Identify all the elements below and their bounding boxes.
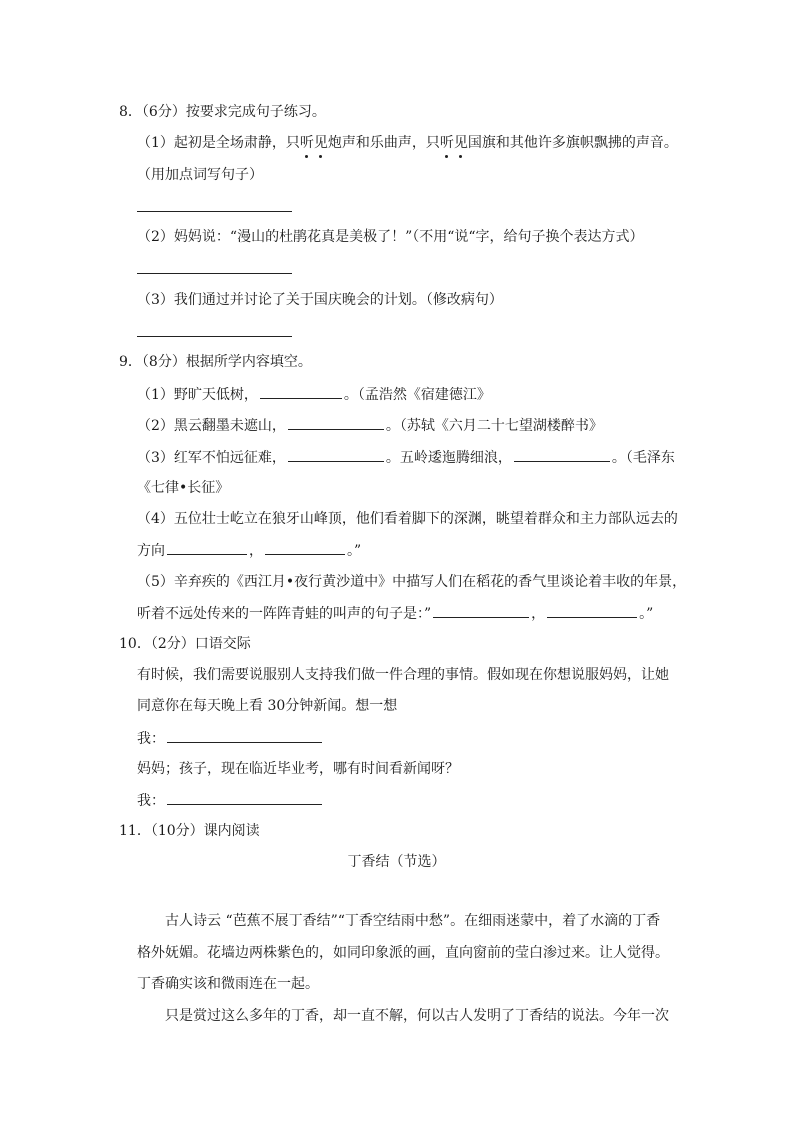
dotted-char: 听 — [299, 135, 314, 151]
q10-prompt-2: 同意你在每天晚上看 30分钟新闻。想一想 — [137, 698, 398, 714]
q8-s1-text-a: （1）起初是全场肃静，只 — [137, 135, 300, 151]
q10-me-2 — [137, 790, 324, 811]
q11-passage-title: 丁香结（节选） — [347, 854, 446, 870]
q9-line-2 — [137, 415, 603, 436]
q9-header: 9．（8分）根据所学内容填空。 — [119, 354, 312, 370]
q9-l3-text: （3）红军不怕远征难， — [137, 450, 286, 466]
q9-l2-source: 。（苏轼《六月二十七望湖楼醉书》 — [385, 418, 603, 434]
q8-answer-line-1[interactable] — [137, 211, 292, 212]
q10-answer-line-1[interactable] — [167, 728, 322, 743]
q9-blank-1[interactable] — [260, 384, 342, 399]
q8-s1-note: （用加点词写句子） — [137, 167, 263, 183]
q8-header: 8．（6分）按要求完成句子练习。 — [119, 104, 326, 120]
q8-answer-line-2[interactable] — [137, 273, 292, 274]
q9-l1-text: （1）野旷天低树， — [137, 387, 258, 403]
q9-l4-text: 方向 — [137, 543, 165, 559]
q9-l1-source: 。（孟浩然《宿建德江》 — [343, 387, 491, 403]
q8-s1-text-b: 炮声和乐曲声，只 — [327, 135, 440, 151]
q10-mom: 妈妈；孩子，现在临近毕业考，哪有时间看新闻呀？ — [137, 761, 459, 777]
q11-para-1-line-2: 格外妩媚。花墙边两株紫色的，如同印象派的画，直向窗前的莹白渗过来。让人觉得。 — [137, 945, 669, 961]
q9-l2-text: （2）黑云翻墨未遮山， — [137, 418, 286, 434]
q10-me-1 — [137, 728, 324, 749]
q9-l3-source: 。（毛泽东 — [611, 450, 675, 466]
q9-l5-end: 。” — [639, 606, 654, 622]
q10-me-label: 我： — [137, 793, 165, 809]
q9-line-4: （4）五位壮士屹立在狼牙山峰顶，他们看着脚下的深渊，眺望着群众和主力部队远去的 — [137, 511, 678, 527]
q11-para-2-line-1: 只是赏过这么多年的丁香，却一直不解，何以古人发明了丁香结的说法。今年一次 — [165, 1008, 669, 1024]
q9-blank-5[interactable] — [167, 540, 247, 555]
q11-para-1-line-3: 丁香确实该和微雨连在一起。 — [137, 976, 319, 992]
q9-blank-2[interactable] — [288, 415, 384, 430]
dotted-char: 听 — [439, 135, 454, 151]
q10-me-label: 我： — [137, 731, 165, 747]
q9-l4-end: 。” — [347, 543, 362, 559]
dotted-char: 见 — [453, 135, 468, 151]
q9-line-5-cont — [137, 603, 653, 624]
q9-line-4-cont — [137, 540, 361, 561]
q9-line-1 — [137, 384, 491, 405]
q9-line-3 — [137, 447, 675, 468]
q9-blank-3[interactable] — [288, 447, 384, 462]
q8-answer-line-3[interactable] — [137, 336, 292, 337]
q8-sentence-1 — [137, 133, 678, 153]
q9-blank-4[interactable] — [514, 447, 610, 462]
q8-s1-text-c: 国旗和其他许多旗帜飘拂的声音。 — [467, 135, 678, 151]
q9-blank-7[interactable] — [433, 603, 529, 618]
q9-l3-source-cont: 《七律•长征》 — [137, 480, 230, 496]
q9-l3-text-b: 。五岭逶迤腾细浪， — [385, 450, 512, 466]
q10-header: 10．（2分）口语交际 — [119, 636, 251, 652]
q8-sentence-2: （2）妈妈说：“漫山的杜鹃花真是美极了！”（不用“说“字，给句子换个表达方式） — [137, 229, 644, 245]
q11-header: 11．（10分）课内阅读 — [119, 823, 260, 839]
q10-answer-line-2[interactable] — [167, 790, 322, 805]
q9-blank-6[interactable] — [265, 540, 345, 555]
q9-l4-comma: ， — [249, 543, 263, 559]
q9-line-5: （5）辛弃疾的《西江月•夜行黄沙道中》中描写人们在稻花的香气里谈论着丰收的年景， — [137, 574, 687, 590]
dotted-char: 见 — [313, 135, 328, 151]
q8-sentence-3: （3）我们通过并讨论了关于国庆晚会的计划。（修改病句） — [137, 292, 503, 308]
q9-l5-text: 听着不远处传来的一阵阵青蛙的叫声的句子是：” — [137, 606, 432, 622]
q9-blank-8[interactable] — [547, 603, 637, 618]
q11-para-1-line-1: 古人诗云 “芭蕉不展丁香结”“丁香空结雨中愁”。在细雨迷蒙中，着了水滴的丁香 — [165, 913, 661, 929]
q10-prompt-1: 有时候，我们需要说服别人支持我们做一件合理的事情。假如现在你想说服妈妈，让她 — [137, 667, 669, 683]
q9-l5-comma: ， — [531, 606, 546, 622]
